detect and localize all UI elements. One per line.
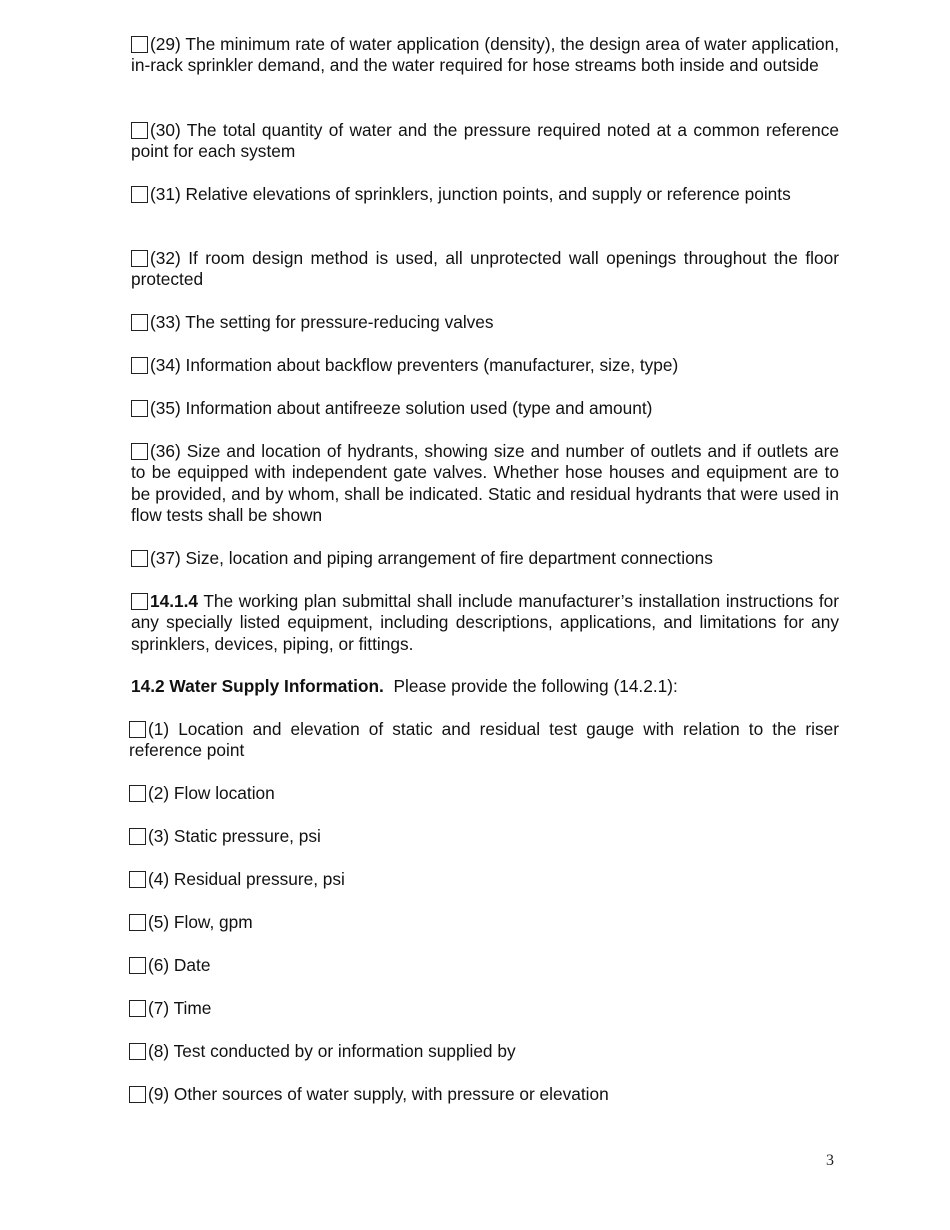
checklist-item-4 bbox=[129, 869, 839, 890]
item-text: (31) Relative elevations of sprinklers, junction points, and supply or reference points bbox=[150, 184, 791, 204]
checklist-item-35 bbox=[131, 398, 839, 419]
item-text: (35) Information about antifreeze solution used (type and amount) bbox=[150, 398, 653, 418]
checklist-item-14-1-4 bbox=[131, 591, 839, 655]
checkbox[interactable] bbox=[129, 1000, 146, 1017]
checkbox[interactable] bbox=[129, 828, 146, 845]
checkbox[interactable] bbox=[129, 785, 146, 802]
checkbox[interactable] bbox=[129, 721, 146, 738]
checkbox[interactable] bbox=[131, 250, 148, 267]
item-text: (29) The minimum rate of water application (density), the design area of water application, in-rack sprinkler demand, and the water required for hose streams both inside and outside bbox=[131, 34, 839, 76]
checkbox[interactable] bbox=[131, 357, 148, 374]
item-text: (1) Location and elevation of static and residual test gauge with relation to the riser reference point bbox=[129, 719, 839, 761]
page-number: 3 bbox=[826, 1152, 834, 1169]
checklist-item-34 bbox=[131, 355, 839, 376]
checklist-item-1 bbox=[129, 719, 839, 762]
item-text: (37) Size, location and piping arrangement of fire department connections bbox=[150, 548, 713, 568]
section-title: 14.2 Water Supply Information. bbox=[131, 676, 384, 696]
checkbox[interactable] bbox=[129, 1086, 146, 1103]
checklist-item-31 bbox=[131, 184, 839, 205]
checkbox[interactable] bbox=[129, 1043, 146, 1060]
checklist-item-8 bbox=[129, 1041, 839, 1062]
checkbox[interactable] bbox=[131, 400, 148, 417]
item-text: (30) The total quantity of water and the pressure required noted at a common reference point for each system bbox=[131, 120, 839, 162]
checkbox[interactable] bbox=[131, 314, 148, 331]
checklist-item-5 bbox=[129, 912, 839, 933]
checkbox[interactable] bbox=[129, 871, 146, 888]
item-text: (7) Time bbox=[148, 998, 212, 1018]
item-text: (8) Test conducted by or information supplied by bbox=[148, 1041, 516, 1061]
checklist-item-6 bbox=[129, 955, 839, 976]
section-number: 14.1.4 bbox=[150, 591, 199, 611]
checklist-item-7 bbox=[129, 998, 839, 1019]
checkbox[interactable] bbox=[131, 186, 148, 203]
checklist-item-3 bbox=[129, 826, 839, 847]
checkbox[interactable] bbox=[131, 593, 148, 610]
item-text: (9) Other sources of water supply, with pressure or elevation bbox=[148, 1084, 609, 1104]
checkbox[interactable] bbox=[131, 36, 148, 53]
checklist-item-30 bbox=[131, 120, 839, 163]
checkbox[interactable] bbox=[129, 914, 146, 931]
item-text: (34) Information about backflow preventers (manufacturer, size, type) bbox=[150, 355, 679, 375]
section-intro: Please provide the following (14.2.1): bbox=[383, 676, 678, 696]
item-text: (6) Date bbox=[148, 955, 211, 975]
checklist-item-33 bbox=[131, 312, 839, 333]
checklist-item-32 bbox=[131, 248, 839, 291]
checkbox[interactable] bbox=[131, 122, 148, 139]
item-text: (36) Size and location of hydrants, showing size and number of outlets and if outlets are to be equipped with independent gate valves. Whether hose houses and equipment are to be provided, and by whom, shall be indicated. Static and residual hydrants that were used in flow tests shall be shown bbox=[131, 441, 839, 525]
item-text: (5) Flow, gpm bbox=[148, 912, 253, 932]
checklist-item-9 bbox=[129, 1084, 839, 1105]
checklist-item-29 bbox=[131, 34, 839, 77]
item-text: (2) Flow location bbox=[148, 783, 275, 803]
item-text: (3) Static pressure, psi bbox=[148, 826, 321, 846]
checklist-item-37 bbox=[131, 548, 839, 569]
item-text: (4) Residual pressure, psi bbox=[148, 869, 345, 889]
checkbox[interactable] bbox=[131, 550, 148, 567]
item-text: (33) The setting for pressure-reducing valves bbox=[150, 312, 494, 332]
checkbox[interactable] bbox=[131, 443, 148, 460]
item-text: (32) If room design method is used, all unprotected wall openings throughout the floor protected bbox=[131, 248, 839, 290]
checklist-item-36 bbox=[131, 441, 839, 526]
checklist-item-2 bbox=[129, 783, 839, 804]
checkbox[interactable] bbox=[129, 957, 146, 974]
item-text: The working plan submittal shall include manufacturer’s installation instructions for any specially listed equipment, including descriptions, applications, and limitations for any sprinklers, devices, piping, or fittings. bbox=[131, 591, 839, 654]
section-heading-14-2 bbox=[131, 676, 678, 697]
